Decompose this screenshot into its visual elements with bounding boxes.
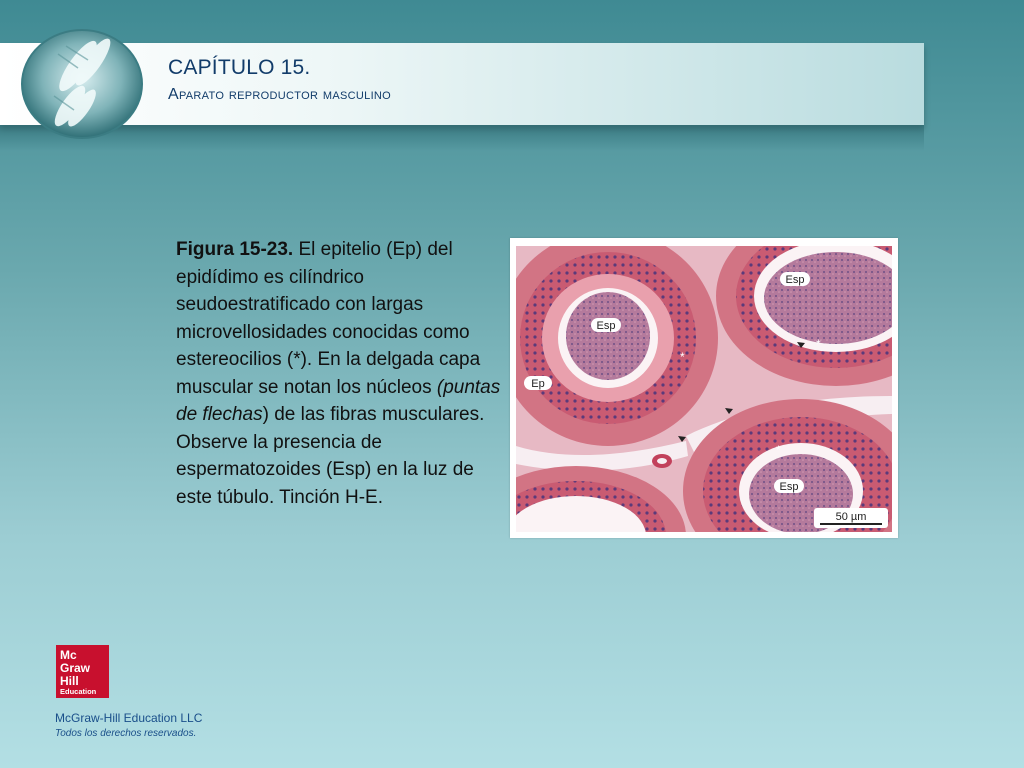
svg-text:Esp: Esp (596, 320, 616, 332)
caption-text-2: ) de las fibras musculares. Observe la presencia de espermatozoides (Esp) en la luz de este túbulo. Tinción H-E. (176, 404, 485, 508)
scale-bar (814, 508, 888, 528)
footer-company: McGraw-Hill Education LLC (55, 711, 203, 725)
label-esp-top-right (780, 272, 810, 286)
label-ep-left (524, 376, 552, 390)
chapter-title: CAPÍTULO 15. (168, 56, 311, 79)
micrograph-frame (510, 238, 898, 538)
epididymis-micrograph (516, 246, 892, 532)
logo-line-graw: Graw (60, 661, 91, 675)
svg-text:Ep: Ep (531, 378, 545, 390)
asterisk-label: * (816, 337, 821, 351)
figure-caption (176, 236, 506, 511)
asterisk-label: * (680, 350, 685, 364)
chromosome-emblem-icon (18, 24, 146, 140)
logo-line-hill: Hill (60, 674, 79, 688)
svg-text:Esp: Esp (785, 274, 805, 286)
label-esp-bottom-right (774, 479, 804, 493)
caption-italic: (puntas de flechas (176, 376, 501, 425)
label-esp-left (591, 318, 621, 332)
logo-line-education: Education (60, 687, 97, 696)
svg-text:50 µm: 50 µm (835, 511, 867, 523)
footer-rights: Todos los derechos reservados. (55, 728, 197, 739)
chapter-subtitle: Aparato reproductor masculino (168, 86, 392, 103)
mcgraw-hill-logo (56, 645, 109, 698)
caption-text-1: El epitelio (Ep) del epidídimo es cilíndrico seudoestratificado con largas microvellosidades conocidas como estereocilios (*). En la delgada capa muscular se notan los núcleos (176, 239, 481, 398)
asterisk-label: * (776, 443, 781, 457)
figure-label: Figura 15-23. (176, 239, 294, 260)
svg-text:Esp: Esp (779, 481, 799, 493)
logo-line-mc: Mc (60, 648, 77, 662)
